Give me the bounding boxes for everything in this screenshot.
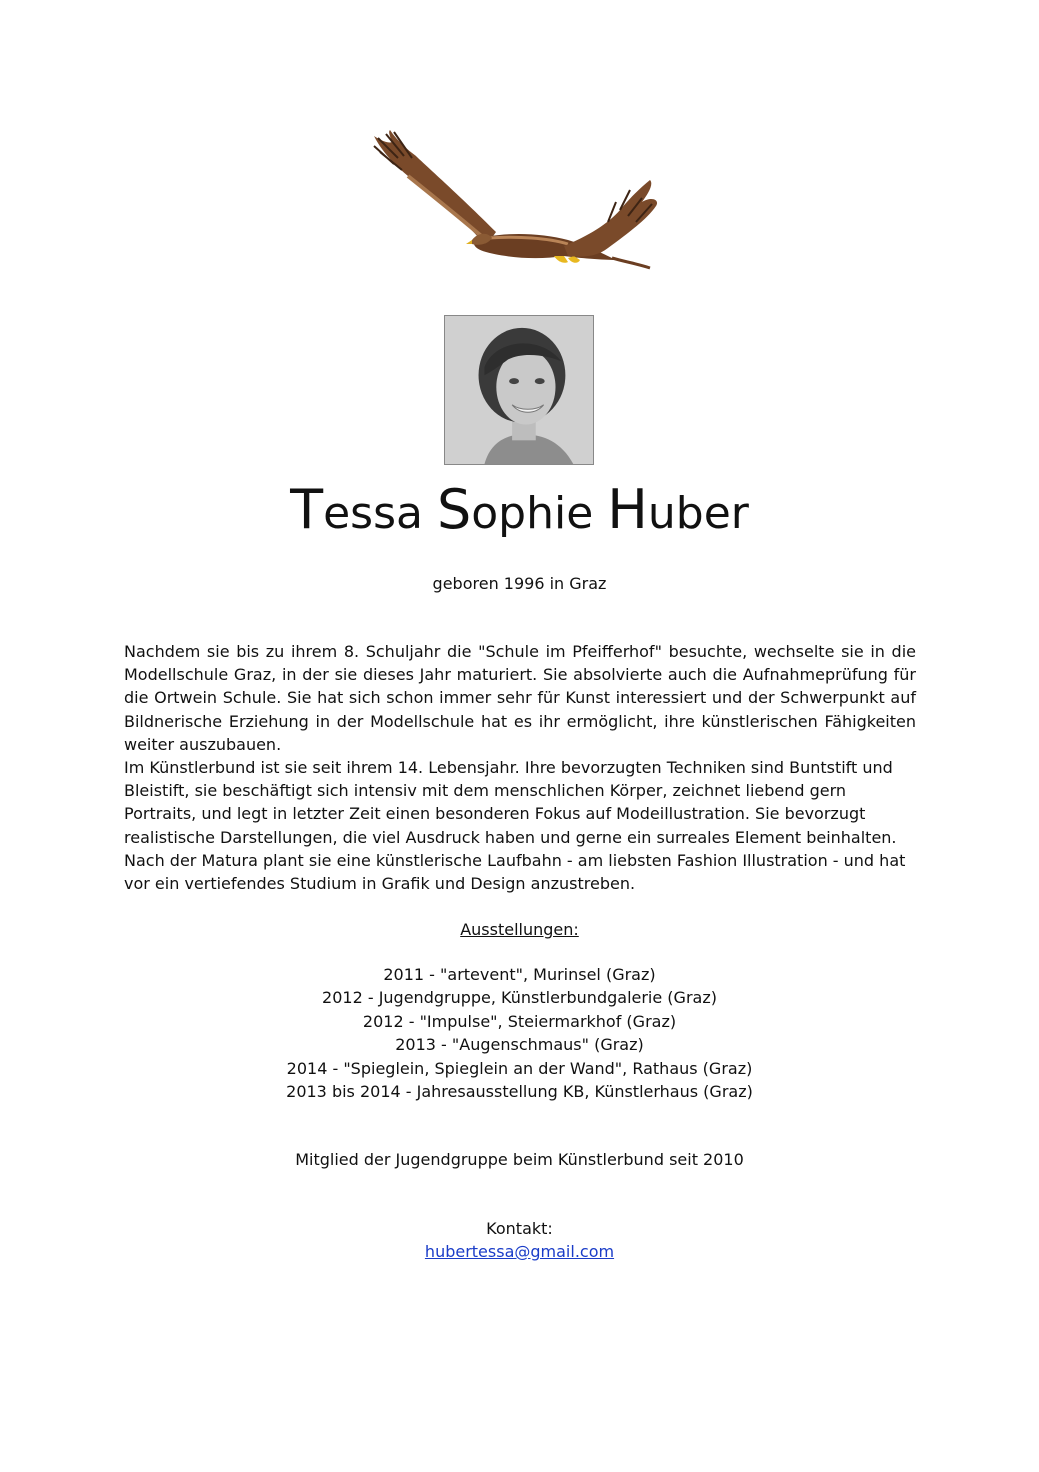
- exhibition-item: 2011 - "artevent", Murinsel (Graz): [383, 965, 656, 984]
- bio-paragraph: Im Künstlerbund ist sie seit ihrem 14. Lebensjahr. Ihre bevorzugten Techniken sind Buntstift und Bleistift, sie beschäftigt sich intensiv mit dem menschlichen Körper, zeichnet liebend gern Portraits, und legt in letzter Zeit einen besonderen Fokus auf Modeillustration. Sie bevorzugt realistische Darstellungen, die viel Ausdruck haben und gerne ein surreales Element beinhalten. Nach der Matura plant sie eine künstlerische Laufbahn - am liebsten Fashion Illustration - und hat vor ein vertiefendes Studium in Grafik und Design anzustreben.: [124, 758, 906, 894]
- middle-name-rest: ophie: [471, 488, 594, 539]
- page-title: [0, 470, 1039, 554]
- first-name-initial: T: [290, 478, 324, 541]
- contact-label: Kontakt:: [486, 1219, 553, 1238]
- eagle-icon: [368, 128, 668, 270]
- exhibition-item: 2014 - "Spieglein, Spieglein an der Wand", Rathaus (Graz): [286, 1058, 753, 1078]
- contact-email-row: [0, 1240, 1039, 1264]
- birth-info: geboren 1996 in Graz: [432, 574, 607, 593]
- eagle-illustration: [368, 128, 668, 270]
- portrait-photo: [444, 315, 594, 465]
- exhibitions-list: [0, 963, 1039, 1103]
- exhibitions-heading: Ausstellungen:: [460, 920, 579, 939]
- portrait-icon: [445, 316, 593, 464]
- membership-info: Mitglied der Jugendgruppe beim Künstlerbund seit 2010: [295, 1150, 744, 1169]
- first-name-rest: essa: [323, 488, 423, 539]
- bio-paragraph: Nachdem sie bis zu ihrem 8. Schuljahr die "Schule im Pfeifferhof" besuchte, wechselte sie in die Modellschule Graz, in der sie dieses Jahr maturiert. Sie absolvierte auch die Aufnahmeprüfung für die Ortwein Schule. Sie hat sich schon immer sehr für Kunst interessiert und der Schwerpunkt auf Bildnerische Erziehung in der Modellschule hat es ihr ermöglicht, ihre künstlerischen Fähigkeiten weiter auszubauen.: [124, 642, 916, 754]
- exhibition-item: 2012 - "Impulse", Steiermarkhof (Graz): [362, 1011, 677, 1031]
- exhibition-item: 2013 bis 2014 - Jahresausstellung KB, Künstlerhaus (Graz): [286, 1082, 753, 1102]
- exhibition-item: 2012 - Jugendgruppe, Künstlerbundgalerie (Graz): [322, 988, 717, 1008]
- last-name-initial: H: [607, 478, 648, 541]
- contact-email-link[interactable]: hubertessa@gmail.com: [424, 1242, 615, 1261]
- last-name-rest: uber: [647, 488, 749, 539]
- exhibition-item: 2013 - "Augenschmaus" (Graz): [395, 1035, 644, 1055]
- biography: [124, 640, 916, 895]
- middle-name-initial: S: [436, 478, 472, 541]
